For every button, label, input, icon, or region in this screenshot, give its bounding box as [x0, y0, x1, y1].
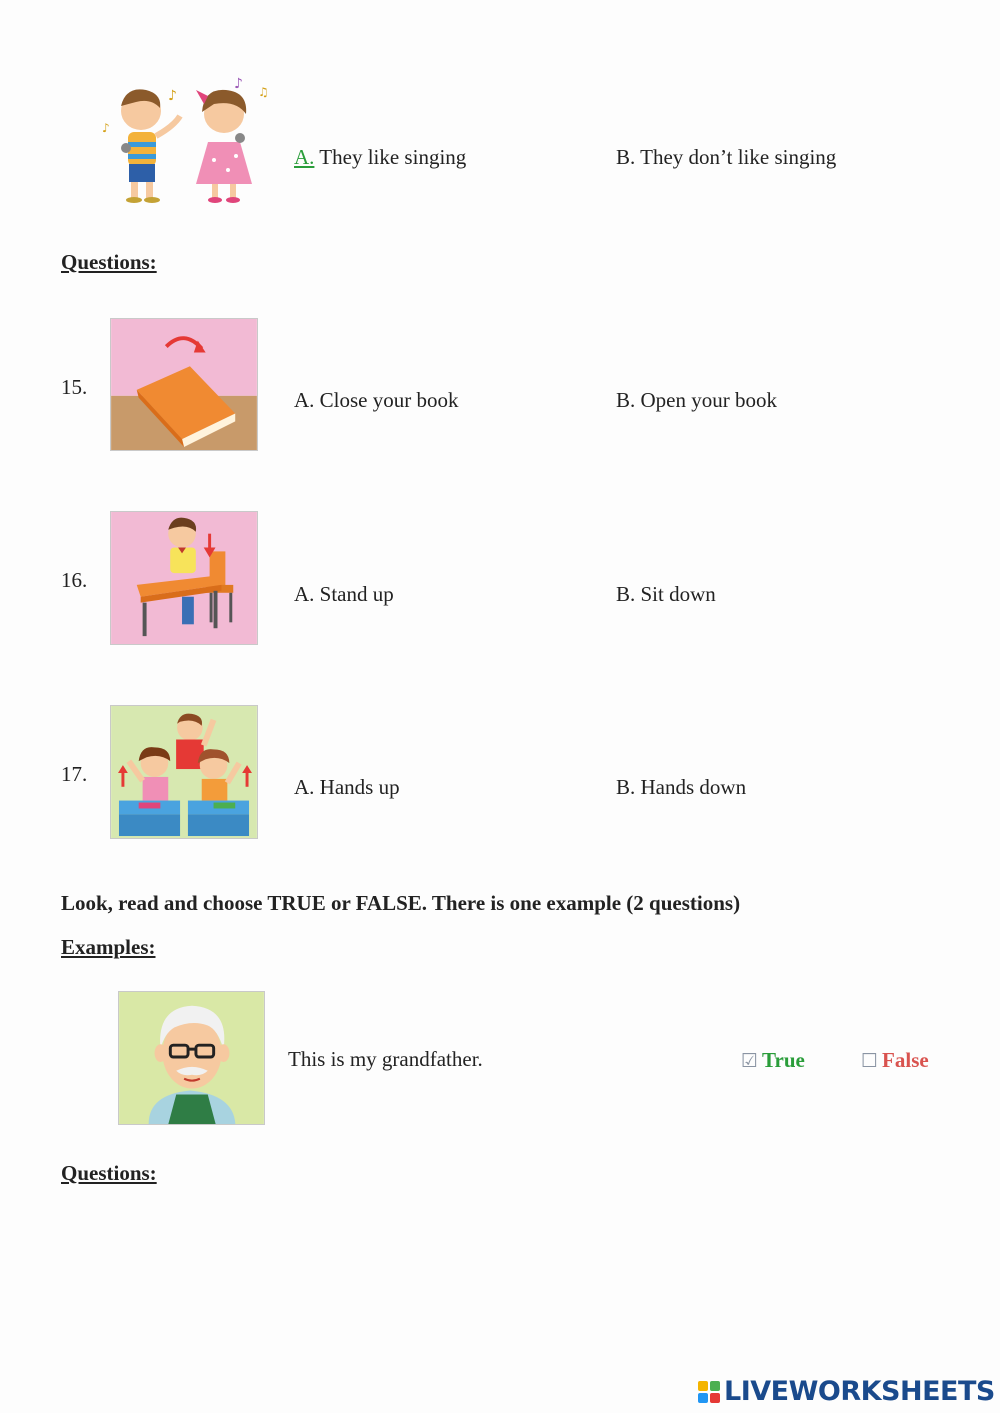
- singing-kids-image: [96, 76, 272, 206]
- question-15-image: [110, 318, 258, 451]
- svg-text:♫: ♫: [258, 85, 269, 99]
- liveworksheets-logo[interactable]: [698, 1376, 995, 1407]
- boy-at-desk-icon: [111, 512, 257, 644]
- svg-text:♪: ♪: [234, 76, 243, 92]
- book-icon: [111, 319, 257, 450]
- question-number: 16.: [61, 568, 88, 592]
- example-option-b[interactable]: B. They don’t like singing: [616, 145, 837, 169]
- svg-text:♪: ♪: [102, 121, 110, 135]
- examples-heading: Examples:: [61, 935, 156, 959]
- question-16-image: [110, 511, 258, 645]
- svg-text:♪: ♪: [168, 88, 177, 104]
- logo-square-red: [710, 1393, 720, 1403]
- example-sentence: This is my grandfather.: [288, 1047, 483, 1071]
- example-option-a[interactable]: [294, 145, 466, 170]
- children-hands-up-icon: [111, 706, 257, 838]
- question-16-option-a[interactable]: A. Stand up: [294, 582, 394, 606]
- question-number: 17.: [61, 762, 88, 786]
- questions-heading: Questions:: [61, 250, 157, 274]
- questions-heading-2: Questions:: [61, 1161, 157, 1185]
- example-option-a-letter: A.: [294, 145, 315, 169]
- example-option-a-text: They like singing: [314, 145, 467, 169]
- logo-square-yellow: [698, 1381, 708, 1391]
- question-17-image: [110, 705, 258, 839]
- question-15-option-b[interactable]: B. Open your book: [616, 388, 777, 412]
- question-17-option-b[interactable]: B. Hands down: [616, 775, 747, 799]
- singing-kids-icon: [96, 76, 272, 206]
- question-15-option-a[interactable]: A. Close your book: [294, 388, 459, 412]
- false-label: False: [882, 1048, 929, 1072]
- grandfather-image: [118, 991, 265, 1125]
- false-option[interactable]: [861, 1048, 929, 1073]
- unchecked-checkbox-icon[interactable]: ☐: [861, 1050, 879, 1072]
- brand-name: LIVEWORKSHEETS: [724, 1376, 995, 1407]
- question-17-option-a[interactable]: A. Hands up: [294, 775, 400, 799]
- question-number: 15.: [61, 375, 88, 399]
- true-label: True: [762, 1048, 805, 1072]
- grandfather-icon: [119, 992, 264, 1124]
- liveworksheets-logo-icon: [698, 1381, 720, 1403]
- question-16-option-b[interactable]: B. Sit down: [616, 582, 716, 606]
- true-false-instruction: Look, read and choose TRUE or FALSE. There is one example (2 questions): [61, 891, 741, 915]
- checked-checkbox-icon[interactable]: ☑: [741, 1050, 759, 1072]
- logo-square-blue: [698, 1393, 708, 1403]
- logo-square-green: [710, 1381, 720, 1391]
- true-option[interactable]: [741, 1048, 805, 1073]
